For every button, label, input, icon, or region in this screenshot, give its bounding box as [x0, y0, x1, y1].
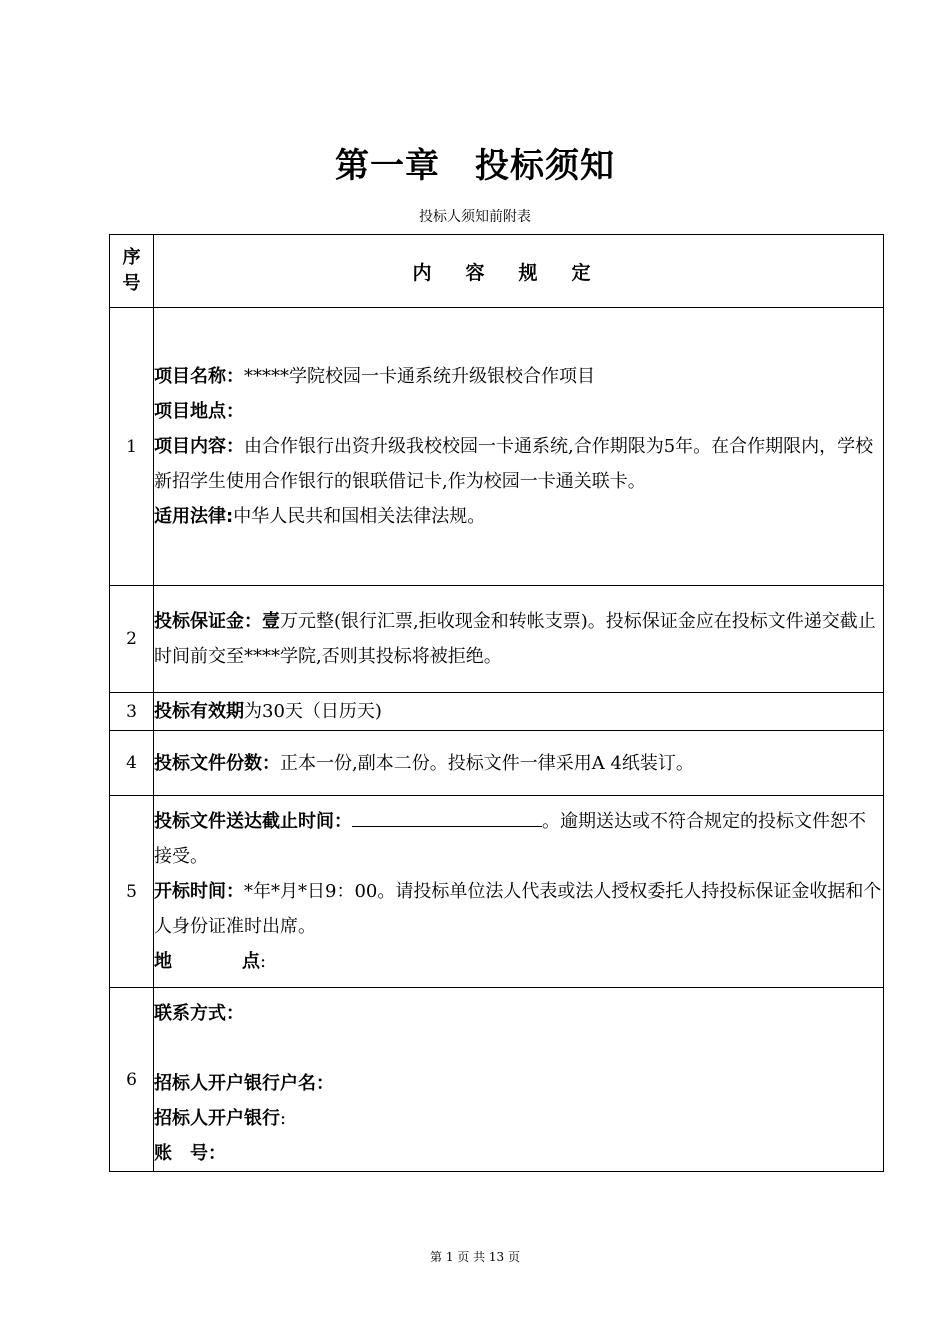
table-subtitle: 投标人须知前附表	[419, 209, 531, 225]
chapter-title: 第一章 投标须知	[335, 146, 615, 186]
header-serial-number	[110, 235, 154, 308]
bid-validity-value: 为30天（日历天)	[244, 701, 382, 722]
project-location-label: 项目地点：	[154, 401, 244, 422]
row-number: 6	[110, 988, 154, 1172]
table-row	[110, 586, 884, 693]
opening-line	[154, 874, 883, 944]
opening-label: 开标时间：	[154, 881, 244, 902]
project-name-line	[154, 359, 883, 394]
bid-validity-label: 投标有效期	[154, 701, 244, 722]
table-row	[110, 731, 884, 796]
bank-line	[154, 1101, 883, 1136]
place-value: :	[260, 951, 267, 972]
project-content-line	[154, 429, 883, 499]
account-name-line	[154, 1066, 883, 1101]
applicable-law-value: 中华人民共和国相关法律法规。	[233, 506, 486, 527]
table-header-row	[110, 235, 884, 308]
project-name-value: *****学院校园一卡通系统升级银校合作项目	[244, 366, 595, 387]
header-serial-top: 序	[122, 247, 141, 268]
contact-line	[154, 996, 883, 1031]
place-label-first: 地	[154, 951, 172, 972]
contact-label: 联系方式：	[154, 1003, 244, 1024]
place-label-second: 点	[242, 951, 260, 972]
row-content	[154, 308, 884, 586]
deadline-line	[154, 804, 883, 874]
header-serial-bottom: 号	[122, 273, 141, 294]
place-line	[154, 944, 883, 979]
row-content	[154, 586, 884, 693]
project-name-label: 项目名称：	[154, 366, 244, 387]
deadline-value: 。逾期送达或不符合规定的投标文件恕不接受。	[154, 811, 866, 867]
table-row	[110, 693, 884, 731]
bank-value: :	[280, 1108, 287, 1129]
bid-bond-value: 万元整(银行汇票,拒收现金和转帐支票)。投标保证金应在投标文件递交截止时间前交至****学院,否则其投标将被拒绝。	[154, 611, 876, 667]
header-content-rules: 内容规定	[154, 235, 884, 308]
row-content	[154, 693, 884, 731]
applicable-law-line	[154, 499, 883, 534]
copies-value: 正本一份,副本二份。投标文件一律采用A 4纸装订。	[280, 752, 694, 774]
table-row	[110, 796, 884, 988]
applicable-law-label: 适用法律:	[154, 506, 234, 527]
deadline-label: 投标文件送达截止时间：	[154, 811, 352, 832]
copies-label: 投标文件份数：	[154, 752, 280, 774]
row-number: 1	[110, 308, 154, 586]
row-number: 5	[110, 796, 154, 988]
row-content	[154, 796, 884, 988]
bid-bond-label: 投标保证金：壹	[154, 611, 280, 632]
bidder-instructions-table	[109, 234, 884, 1172]
row-number: 4	[110, 731, 154, 796]
deadline-blank-field	[352, 808, 542, 827]
account-name-label: 招标人开户银行户名：	[154, 1073, 334, 1094]
account-number-label: 账 号：	[154, 1143, 226, 1164]
table-row	[110, 988, 884, 1172]
project-location-line	[154, 394, 883, 429]
opening-value: *年*月*日9：00。请投标单位法人代表或法人授权委托人持投标保证金收据和个人身份证准时出席。	[154, 881, 882, 937]
page-footer: 第 1 页 共 13 页	[430, 1250, 520, 1264]
row-content	[154, 731, 884, 796]
account-number-line	[154, 1136, 883, 1171]
row-number: 2	[110, 586, 154, 693]
row-number: 3	[110, 693, 154, 731]
row-content	[154, 988, 884, 1172]
table-row	[110, 308, 884, 586]
project-content-label: 项目内容：	[154, 436, 244, 457]
project-content-value: 由合作银行出资升级我校校园一卡通系统,合作期限为5年。在合作期限内，学校新招学生使用合作银行的银联借记卡,作为校园一卡通关联卡。	[154, 436, 874, 492]
bank-label: 招标人开户银行	[154, 1108, 280, 1129]
